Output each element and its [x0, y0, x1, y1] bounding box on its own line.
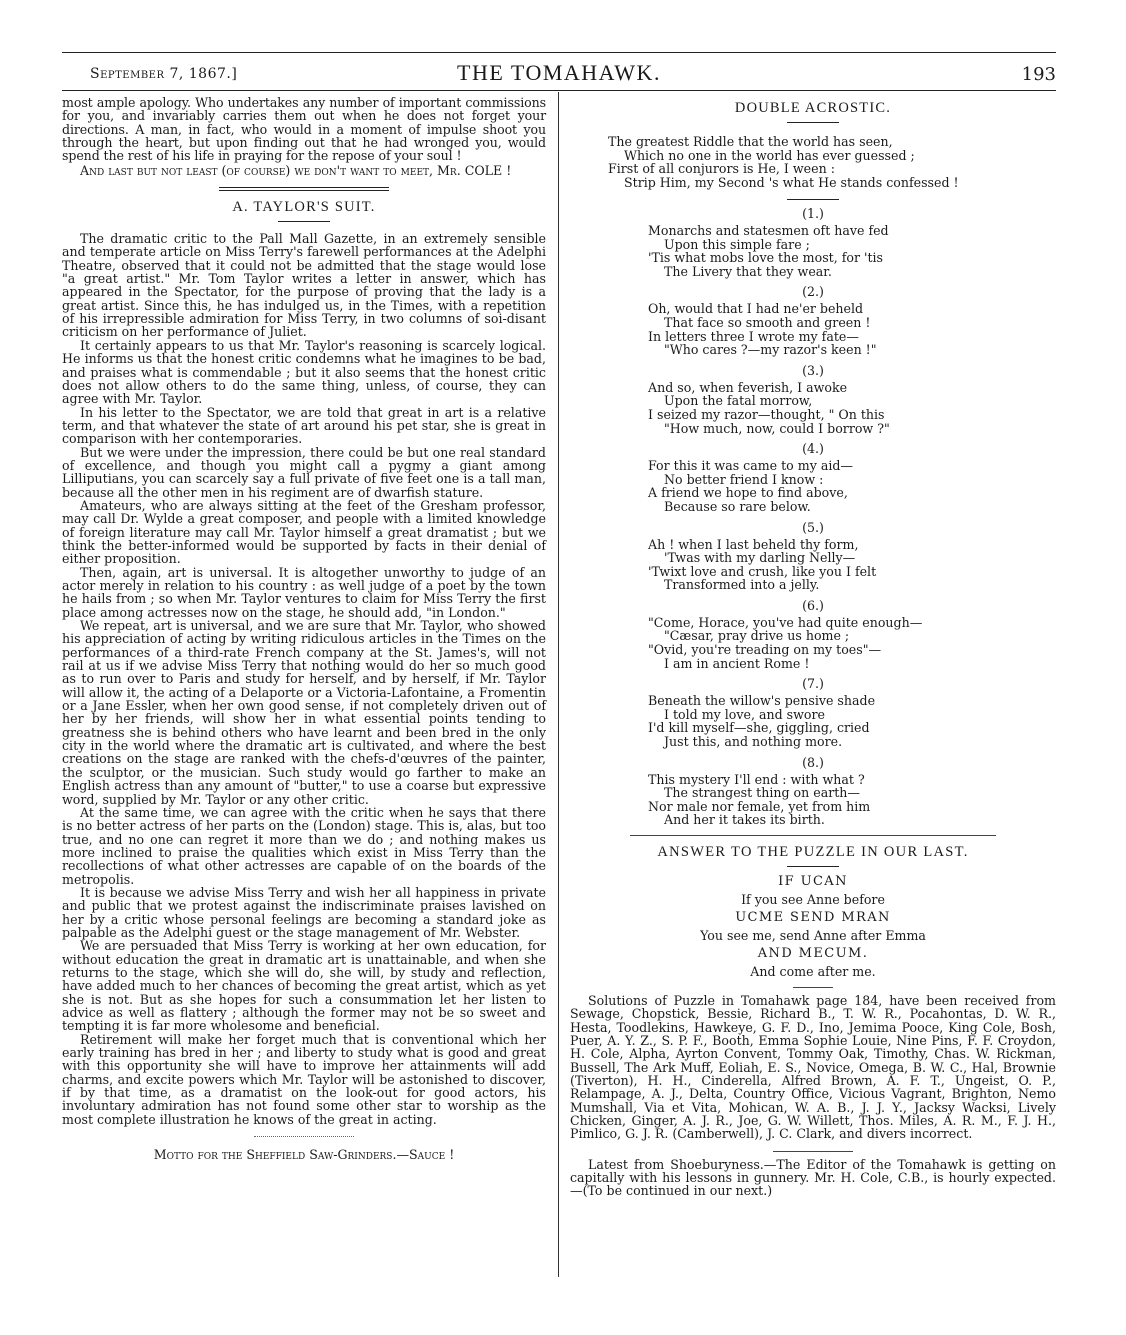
acrostic-verses	[570, 206, 1056, 827]
motto: Motto for the Sheffield Saw-Grinders.—Sauce !	[153, 1147, 455, 1163]
verse-stanza	[648, 381, 1056, 435]
verse-stanza	[648, 773, 1056, 827]
header-rule	[62, 90, 1056, 91]
verse-line: 'Twixt love and crush, like you I felt	[648, 563, 877, 579]
verse-number: (7.)	[802, 676, 824, 692]
answer-line: UCME SEND MRAN	[735, 910, 891, 925]
verse-line: Just this, and nothing more.	[664, 734, 843, 750]
top-rule	[62, 52, 1056, 53]
running-head	[62, 60, 1056, 90]
closing-line: And last but not least (of course) we don't want to meet, Mr. COLE !	[80, 162, 512, 178]
section-separator	[219, 187, 389, 191]
verse-line: "Come, Horace, you've had quite enough—	[648, 614, 923, 630]
article-paragraph: We repeat, art is universal, and we are sure that Mr. Taylor, who showed his appreciation of acting by writing ridiculous articles in the Times on the performances of a third-rate French company at the St. James's, will not rail at us if we advise Miss Terry that nothing would do her so much good as to run over to Paris and study for herself, and by herself, if Mr. Taylor will allow it, the acting of a Delaporte or a Victoria-Lafontaine, a Fromentin or a Jane Essler, when her own good sense, if not completely driven out of her by her friends, will show her in what essential points tending to greatness she is behind others who have learnt and been bred in the only city in the world where the dramatic art is cultivated, and where the best creations on the stage are ranked with the chefs-d'œuvres of the painter, the sculptor, or the musician. Such study would go farther to make an English actress than any amount of "butter," to use a coarse but expressive word, supplied by Mr. Taylor or any other critic.	[62, 618, 546, 807]
answer-line: AND MECUM.	[757, 946, 869, 961]
answer-block	[570, 873, 1056, 981]
page-number: 193	[1021, 64, 1056, 85]
left-column	[62, 96, 546, 1162]
verse-line: No better friend I know :	[664, 471, 824, 487]
title-rule	[278, 221, 330, 222]
article-paragraph: The dramatic critic to the Pall Mall Gazette, in an extremely sensible and temperate article on Miss Terry's farewell performances at the Adelphi Theatre, observed that it could not be admitted that the stage would lose "a great artist." Mr. Tom Taylor writes a letter in answer, which has appeared in the Spectator, for the purpose of proving that the lady is a great artist. Since this, he has indulged us, in the Times, with a repetition of his irrepressible admiration for Miss Terry, in two columns of soi-disant criticism on her performance of Juliet.	[62, 231, 546, 340]
latest-paragraph: Latest from Shoeburyness.—The Editor of the Tomahawk is getting on capitally with his lessons in gunnery. Mr. H. Cole, C.B., is hourly expected.—(To be continued in our next.)	[570, 1156, 1056, 1199]
verse-line: Monarchs and statesmen oft have fed	[648, 223, 889, 238]
acrostic-title: DOUBLE ACROSTIC.	[734, 100, 892, 116]
intro-line: The greatest Riddle that the world has seen,	[608, 134, 893, 149]
article-paragraph: Then, again, art is universal. It is altogether unworthy to judge of an actor merely in relation to his country : as well judge of a poet by the town he hails from ; so when Mr. Taylor ventures to claim for Miss Terry the first place among actresses now on the stage, he should add, "in London."	[62, 564, 546, 620]
verse-line: "Ovid, you're treading on my toes"—	[648, 642, 882, 658]
verse-line: I seized my razor—thought, " On this	[648, 406, 885, 422]
answer-line: You see me, send Anne after Emma	[700, 928, 926, 943]
answer-title: ANSWER TO THE PUZZLE IN OUR LAST.	[657, 844, 969, 860]
continuation-paragraph: most ample apology. Who undertakes any number of important commissions for you, and invariably carries them out when he does not forget your directions. A man, in fact, who would in a moment of impulse shoot you through the heart, but upon finding out that he had wronged you, would spend the rest of his life in praying for the repose of your soul !	[62, 95, 546, 164]
verse-line: Oh, would that I had ne'er beheld	[648, 301, 864, 317]
article-paragraph: In his letter to the Spectator, we are told that great in art is a relative term, and that whatever the state of art around his pet star, she is great in comparison with her contemporaries.	[62, 404, 546, 447]
verse-line: Beneath the willow's pensive shade	[648, 693, 876, 709]
verse-number: (3.)	[802, 362, 824, 378]
motto-separator	[254, 1136, 354, 1137]
intro-line: Strip Him, my Second 's what He stands confessed !	[624, 174, 959, 190]
verse-line: This mystery I'll end : with what ?	[648, 771, 865, 787]
article-title: A. TAYLOR'S SUIT.	[232, 199, 376, 216]
verse-number: (8.)	[802, 754, 824, 770]
verse-stanza	[648, 694, 1056, 748]
answer-rule	[793, 987, 833, 988]
latest-separator	[773, 1151, 853, 1152]
verse-stanza	[648, 459, 1056, 513]
intro-line: Which no one in the world has ever guessed ;	[624, 147, 915, 163]
article-paragraph: We are persuaded that Miss Terry is working at her own education, for without education the great in dramatic art is unattainable, and when she returns to the stage, which she will do, she will, by study and reflection, have added much to her chances of becoming the great artist, which as yet she is not. But as she hopes for such a consummation let her listen to advice as well as flattery ; although the former may not be so sweet and tempting it is far more wholesome and beneficial.	[62, 938, 546, 1034]
intro-line: First of all conjurors is He, I ween :	[608, 161, 835, 176]
verse-line: And her it takes its birth.	[664, 812, 825, 828]
verse-stanza	[648, 538, 1056, 592]
verse-line: Transformed into a jelly.	[664, 577, 820, 593]
verse-number: (1.)	[802, 206, 824, 221]
article-paragraph: Amateurs, who are always sitting at the feet of the Gresham professor, may call Dr. Wylde a great composer, and people with a limited knowledge of foreign literature may call Mr. Taylor himself a great dramatist ; but we think the better-informed would be supported by facts in their denial of either proposition.	[62, 497, 546, 567]
verse-line: "Cæsar, pray drive us home ;	[664, 628, 850, 644]
verse-number: (2.)	[802, 284, 824, 300]
verse-line: I'd kill myself—she, giggling, cried	[648, 720, 870, 736]
verse-line: The strangest thing on earth—	[664, 785, 860, 801]
issue-date: September 7, 1867.]	[90, 66, 238, 82]
acrostic-intro	[608, 135, 1056, 189]
verse-number: (5.)	[802, 519, 824, 535]
solutions-paragraph: Solutions of Puzzle in Tomahawk page 184, have been received from Sewage, Chopstick, Bessie, Richard B., T. W. R., Pocahontas, D. W. R., Hesta, Toodlekins, Hawkeye, G. F. D., Ino, Jemima Pooce, King Cole, Bosh, Puer, A. Y. Z., S. P. F., Booth, Emma Sophie Louie, Nine Pins, F. F. Croydon, H. Cole, Alpha, Ayrton Convent, Tommy Oak, Timothy, Chas. W. Rickman, Bussell, The Ark Muff, Eoliah, E. S., Novice, Omega, B. W. C., Hal, Brownie (Tiverton), H. H., Cinderella, Alfred Brown, A. F. T., Ungeist, O. P., Relampage, A. J., Delta, Country Office, Vicious Vagrant, Brighton, Nemo Mumshall, Via et Vita, Mohican, W. A. B., J. J. Y., Jacksy Wacksi, Lively Chicken, Ginger, A. J. R., Joe, G. W. Willett, Thos. Miles, A. R. M., F. J. H., Pimlico, G. J. R. (Camberwell), J. C. Clark, and divers incorrect.	[570, 993, 1056, 1142]
verse-line: "Who cares ?—my razor's keen !"	[664, 342, 877, 358]
verse-stanza	[648, 616, 1056, 670]
acrostic-title-rule	[787, 122, 839, 123]
article-paragraph: But we were under the impression, there could be but one real standard of excellence, and though you might call a pygmy a giant among Lilliputians, you can scarcely say a full private of five feet one is a tall man, because all the other men in his regiment are of dwarfish stature.	[62, 444, 546, 500]
verse-line: A friend we hope to find above,	[648, 485, 848, 501]
answer-line: If you see Anne before	[741, 892, 885, 907]
article-paragraph: At the same time, we can agree with the critic when he says that there is no better actress of her parts on the (London) stage. This is, alas, but too true, and no one can regret it more than we do ; and nothing makes us more inclined to praise the qualities which exist in Miss Terry than the recollections of what other actresses are capable of on the boards of the metropolis.	[62, 804, 546, 887]
masthead-title: THE TOMAHAWK.	[457, 60, 661, 85]
verse-line: And so, when feverish, I awoke	[648, 379, 848, 395]
verse-line: Nor male nor female, yet from him	[648, 798, 871, 814]
answer-separator	[630, 835, 996, 836]
verse-line: I told my love, and swore	[664, 706, 825, 722]
verse-line: Upon this simple fare ;	[664, 236, 810, 252]
verse-line: In letters three I wrote my fate—	[648, 328, 859, 344]
verse-line: "How much, now, could I borrow ?"	[664, 420, 890, 436]
verse-line: The Livery that they wear.	[664, 263, 832, 279]
article-paragraph: Retirement will make her forget much that is conventional which her early training has bred in her ; and liberty to study what is good and great with this opportunity she will have to improve her attainments will add charms, and excite powers which Mr. Taylor will be astonished to discover, if by that time, as a dramatist on the look-out for good actors, his involuntary admiration has not found some other star to worship as the most complete illustration he knows of the great in acting.	[62, 1031, 546, 1127]
verse-line: 'Tis what mobs love the most, for 'tis	[648, 250, 884, 266]
verse-line: 'Twas with my darling Nelly—	[664, 550, 856, 566]
article-paragraph: It certainly appears to us that Mr. Taylor's reasoning is scarcely logical. He informs us that the honest critic condemns what he imagines to be bad, and praises what is commendable ; but it also seems that the honest critic does not allow others to do the same thing, unless, of course, they can agree with Mr. Taylor.	[62, 337, 546, 407]
verse-line: Ah ! when I last beheld thy form,	[648, 536, 859, 552]
verse-stanza	[648, 224, 1056, 278]
verse-number: (4.)	[802, 441, 824, 457]
verse-line: I am in ancient Rome !	[664, 655, 810, 671]
article-paragraph: It is because we advise Miss Terry and wish her all happiness in private and public that we protest against the indiscriminate praises lavished on her by a critic whose personal feelings are becoming a standard joke as palpable as the Adelphi guest or the stage management of Mr. Webster.	[62, 884, 546, 940]
column-divider	[558, 92, 559, 1277]
answer-line: IF UCAN	[778, 874, 848, 889]
right-column	[570, 96, 1056, 1198]
article-body	[62, 232, 546, 1126]
answer-line: And come after me.	[750, 964, 876, 979]
verse-line: That face so smooth and green !	[664, 314, 871, 330]
verse-line: For this it was came to my aid—	[648, 458, 854, 474]
verse-line: Upon the fatal morrow,	[664, 393, 813, 409]
verse-line: Because so rare below.	[664, 498, 811, 514]
verse-number: (6.)	[802, 597, 824, 613]
intro-rule	[787, 199, 839, 200]
answer-title-rule	[787, 866, 839, 867]
verse-stanza	[648, 302, 1056, 356]
